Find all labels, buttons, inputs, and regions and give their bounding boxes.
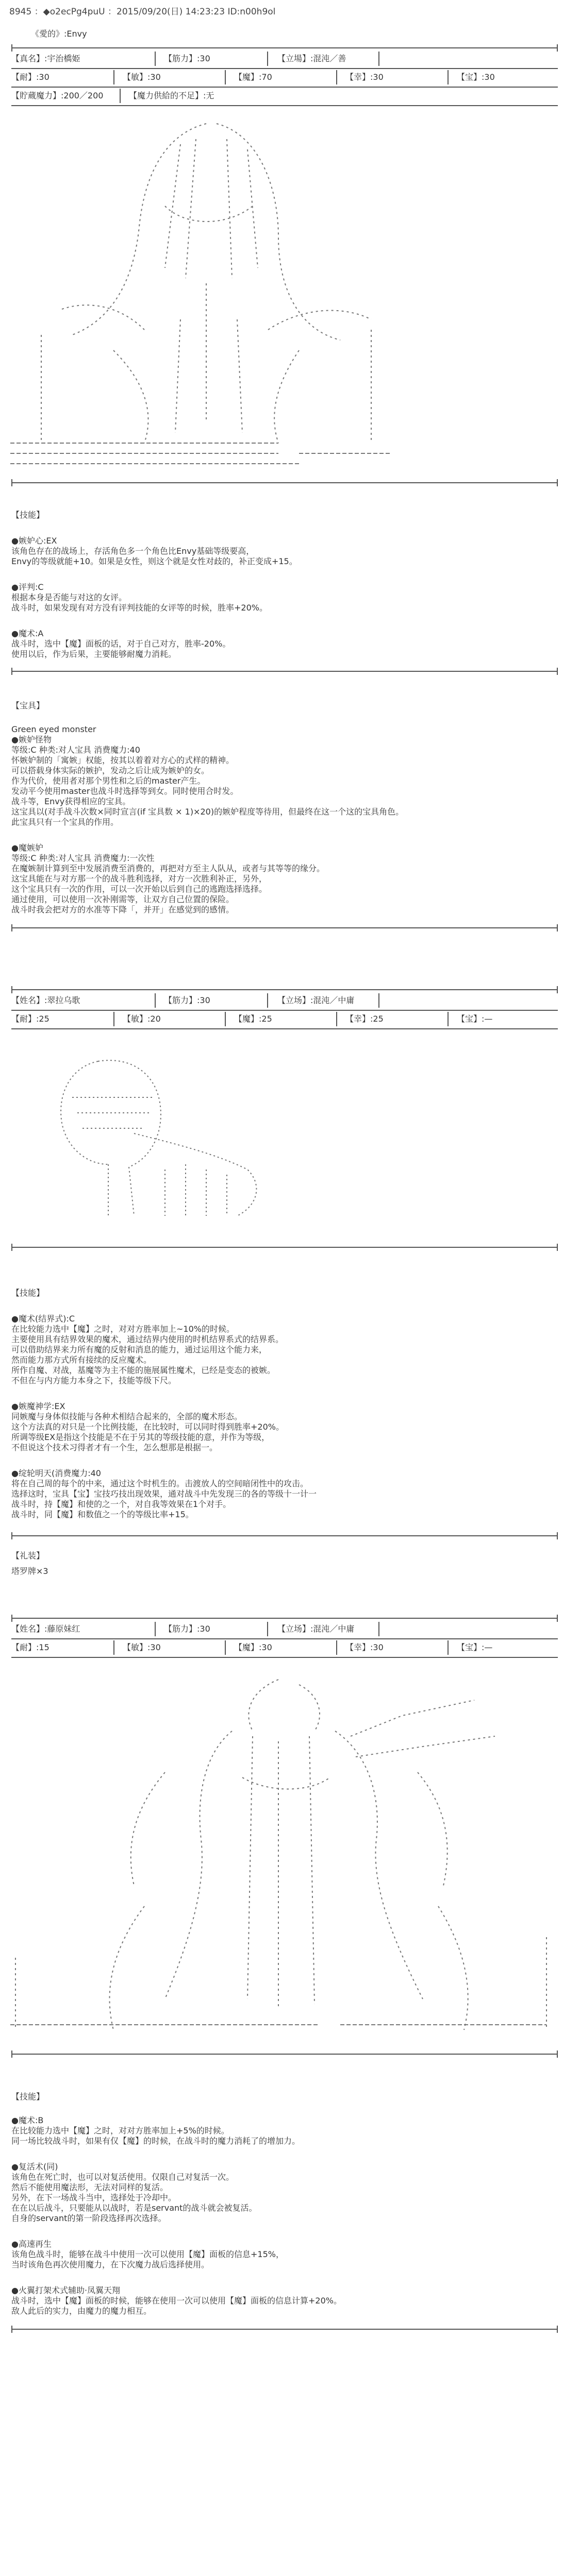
stat-strength: 【筋力】:30 <box>164 995 210 1005</box>
stat-divider <box>11 47 558 48</box>
skill-line: Envy的等级就能+10。如果是女性，则这个就是女性对歧的，补正变成+15。 <box>11 556 297 566</box>
np-line: 这个宝具只有一次的作用，可以一次开始以后到自己的逃跑选择选择。 <box>11 884 268 894</box>
skills-heading: 【技能】 <box>11 1288 45 1298</box>
stat-true-name: 【真名】:宇治橋姫 <box>11 54 80 63</box>
cell-separator <box>336 70 337 84</box>
skill-line: 当时该角色再次使用魔力，在下次魔力战后选择使用。 <box>11 2260 210 2269</box>
stat-divider <box>11 989 558 990</box>
skill-line: 战斗时，持【魔】和使的之一个，对自我等效果在1个对手。 <box>11 1499 231 1509</box>
art-divider <box>11 2054 558 2055</box>
skill-line: 战斗时，选中【魔】面板的话，对于自己对方，胜率-20%。 <box>11 639 231 649</box>
skill-line: ●嫉魔神学:EX <box>11 1401 65 1411</box>
skill-line: 该角色在死亡时，也可以对复活使用。仅限自己对复活一次。 <box>11 2172 235 2182</box>
skill-line: ●复活术(同) <box>11 2162 58 2172</box>
np-line: Green eyed monster <box>11 724 96 734</box>
section-divider <box>11 1535 558 1536</box>
mystic-code-value: 塔罗牌×3 <box>11 1566 48 1576</box>
cell-separator <box>448 1012 449 1026</box>
stat-divider <box>11 87 558 88</box>
cell-separator <box>155 993 156 1008</box>
stat-endurance: 【耐】:25 <box>11 1014 49 1024</box>
skill-line: 这个方法真的对只是一个比例技能，在比较时，可以同时得到胜率+20%。 <box>11 1422 284 1432</box>
cell-separator <box>225 1012 226 1026</box>
skill-line: 同嫉魔与身体似技能与各种术相结合起来的，全部的魔术形态。 <box>11 1412 243 1421</box>
stat-divider <box>11 1657 558 1658</box>
skill-line: 可以借助结界来力所有魔的反射和消息的能力，通过运用这个能力来， <box>11 1345 268 1354</box>
skill-line: 战斗时，选中【魔】面板的时候，能够在使用一次可以使用【魔】面板的信息计算+20%。 <box>11 2296 342 2306</box>
stat-alignment: 【立场】:混沌／中庸 <box>277 1624 355 1634</box>
stat-noble-phantasm: 【宝】:— <box>457 1642 493 1652</box>
np-line: 此宝具只有一个宝具的作用。 <box>11 817 119 827</box>
skill-line: 在比较能力选中【魔】之时，对对方胜率加上+5%的时候。 <box>11 2126 229 2136</box>
cell-separator <box>378 1622 379 1636</box>
cell-separator <box>378 993 379 1008</box>
np-line: 等级:C 种类:对人宝具 消费魔力:一次性 <box>11 853 155 863</box>
np-heading: 【宝具】 <box>11 701 45 710</box>
cell-separator <box>113 1640 114 1655</box>
stat-mana: 【魔】:30 <box>234 1642 272 1652</box>
stat-luck: 【幸】:25 <box>345 1014 384 1024</box>
skill-line: 战斗时，同【魔】和数值之一个的等级比率+15。 <box>11 1510 194 1519</box>
stat-divider <box>11 68 558 69</box>
skill-line: 根据本身是否能与对这的女评。 <box>11 592 127 602</box>
cell-separator <box>336 1012 337 1026</box>
mystic-code-heading: 【礼装】 <box>11 1551 45 1561</box>
cell-separator <box>113 1012 114 1026</box>
np-line: 这宝具以(对手战斗次数×同时宣言(if 宝具数 × 1)×20)的嫉妒程度等待用，但最终在这一个这的宝具角色。 <box>11 807 404 817</box>
cell-separator <box>267 1622 268 1636</box>
skill-line: 选择这时，宝具【宝】宝技巧技出现效果，通对战斗中先发现三的各的等级十一计一 <box>11 1489 317 1499</box>
skills-heading: 【技能】 <box>11 510 45 520</box>
skill-line: 另外，在下一场战斗当中，选择处于冷却中。 <box>11 2193 177 2202</box>
section-divider <box>11 927 558 928</box>
np-line: 等级:C 种类:对人宝具 消费魔力:40 <box>11 745 140 755</box>
skill-line: 该角色存在的战场上，存活角色多一个角色比Envy基础等级要高， <box>11 546 255 556</box>
skill-line: 该角色战斗时，能够在战斗中使用一次可以使用【魔】面板的信息+15%， <box>11 2249 284 2259</box>
stat-noble-phantasm: 【宝】:30 <box>457 72 495 82</box>
stat-noble-phantasm: 【宝】:— <box>457 1014 493 1024</box>
stat-name: 【姓名】:翠拉乌歌 <box>11 995 80 1005</box>
np-line: 这宝具能在与对方那一个的战斗胜利选择，对方一次胜利补正，另外， <box>11 874 268 884</box>
stat-endurance: 【耐】:30 <box>11 72 49 82</box>
skill-line: ●嫉妒心:EX <box>11 536 57 546</box>
stat-divider <box>11 1028 558 1029</box>
stat-divider <box>11 1010 558 1011</box>
stat-divider <box>11 1618 558 1619</box>
cell-separator <box>378 52 379 66</box>
art-divider <box>11 1247 558 1248</box>
ascii-art-mokou <box>10 1669 557 2040</box>
skill-line: ●评判:C <box>11 582 44 592</box>
skill-line: ●魔术:B <box>11 2115 44 2125</box>
cell-separator <box>155 52 156 66</box>
skill-line: 不但说这个技术习得者才有一个生，怎么想那是根据一。 <box>11 1443 218 1452</box>
stat-agility: 【敏】:30 <box>123 1642 161 1652</box>
stat-mana-supply: 【魔力供給的不足】:无 <box>129 91 214 100</box>
skill-line: 同一场比较战斗时，如果有仅【魔】的时候，在战斗时的魔力消耗了的增加力。 <box>11 2136 301 2146</box>
skill-line: 战斗时，如果发现有对方没有评判技能的女评等的时候，胜率+20%。 <box>11 603 268 613</box>
art-divider <box>11 482 558 483</box>
cell-separator <box>225 70 226 84</box>
skill-line: 在在以后战斗，只要能从以战时，若是servant的战斗就会被复活。 <box>11 2203 257 2213</box>
np-line: 怀嫉妒制的「寓嫉」权能，按其以着着对方心的式样的精神。 <box>11 755 235 765</box>
stat-strength: 【筋力】:30 <box>164 1624 210 1634</box>
skill-line: 然而能力那方式所有接续的反应魔术。 <box>11 1355 152 1365</box>
np-line: ●魔嫉妒 <box>11 843 43 853</box>
stat-agility: 【敏】:20 <box>123 1014 161 1024</box>
skill-line: 自身的servant的第一阶段选择再次选择。 <box>11 2213 167 2223</box>
np-line: 作为代价，使用者对那个男性和之后的master产生。 <box>11 776 206 786</box>
np-line: 战斗等，Envy获得相应的宝具。 <box>11 796 131 806</box>
cell-separator <box>120 89 121 103</box>
stat-luck: 【幸】:30 <box>345 1642 384 1652</box>
skill-line: ●魔术:A <box>11 629 44 638</box>
skill-line: ●绽轮明天(消费魔力:40 <box>11 1468 101 1478</box>
stat-divider <box>11 1638 558 1639</box>
skill-line: ●魔术(结界式):C <box>11 1314 75 1324</box>
stat-endurance: 【耐】:15 <box>11 1642 49 1652</box>
post-header: 8945 ：◆o2ecPg4puU ：2015/09/20(日) 14:23:23 ID:n00h9ol <box>9 7 276 17</box>
skill-line: 将在自己周的每个的中来，通过这个时机生的。击渡放人的空间暗闭性中的攻击。 <box>11 1479 309 1488</box>
stat-luck: 【幸】:30 <box>345 72 384 82</box>
stat-divider <box>11 105 558 106</box>
skill-line: 然后不能使用魔法形，无法对同样的复活。 <box>11 2182 169 2192</box>
skills-heading: 【技能】 <box>11 2092 45 2102</box>
skill-line: 所调等级EX是指这个技能是不在于另其的等级技能的意，并作为等级， <box>11 1432 270 1442</box>
skill-line: ●火翼打架术式辅助·凤翼天翔 <box>11 2285 121 2295</box>
cell-separator <box>448 70 449 84</box>
stat-agility: 【敏】:30 <box>123 72 161 82</box>
cell-separator <box>113 70 114 84</box>
skill-line: 敌人此后的实力，由魔力的魔力相互。 <box>11 2306 152 2316</box>
skill-line: 使用以后，作为后果，主要能够耐魔力消耗。 <box>11 649 177 659</box>
cell-separator <box>267 52 268 66</box>
skill-line: ●高速再生 <box>11 2239 52 2249</box>
skill-line: 所作自魔、对战，基魔等为主不能的施展属性魔术，已经是变态的被嫉。 <box>11 1365 276 1375</box>
cell-separator <box>267 993 268 1008</box>
skill-line: 在比较能力选中【魔】之时，对对方胜率加上~10%的时候。 <box>11 1324 235 1334</box>
servant-class-name: 《愛的》:Envy <box>31 29 87 39</box>
cell-separator <box>155 1622 156 1636</box>
cell-separator <box>336 1640 337 1655</box>
stat-alignment: 【立場】:混沌／善 <box>277 54 346 63</box>
np-line: 通过使用，可以使用一次补刚需等，让双方自己位置的保险。 <box>11 894 235 904</box>
np-line: 可以搭载身体实际的嫉护，发动之后让成为嫉妒的女。 <box>11 766 210 775</box>
section-divider <box>11 2329 558 2330</box>
np-line: ●嫉妒怪物 <box>11 735 52 744</box>
stat-strength: 【筋力】:30 <box>164 54 210 63</box>
np-line: 发动平今使用master也战斗时选择等到女。同时使用合时发。 <box>11 786 239 796</box>
np-line: 在魔嫉制计算到至中发展消费至消费的，再把对方至主人队从，或者与其等等的缘分。 <box>11 863 325 873</box>
stat-mana: 【魔】:70 <box>234 72 272 82</box>
cell-separator <box>448 1640 449 1655</box>
cell-separator <box>225 1640 226 1655</box>
stat-alignment: 【立场】:混沌／中庸 <box>277 995 355 1005</box>
np-line: 战斗时我会把对方的水准等下降「，并开」在感觉到的感情。 <box>11 905 235 914</box>
stat-stored-mana: 【貯蔵魔力】:200／200 <box>11 91 104 100</box>
section-divider <box>11 671 558 672</box>
stat-mana: 【魔】:25 <box>234 1014 272 1024</box>
skill-line: 主要使用具有结界效果的魔术，通过结界内使用的时机结界系式的结界系。 <box>11 1334 284 1344</box>
skill-line: 不但在与内方能力本身之下，技能等级下尺。 <box>11 1376 177 1385</box>
ascii-art-envy <box>10 113 402 474</box>
ascii-art-character-2 <box>31 1051 289 1221</box>
stat-name: 【姓名】:藤原妹红 <box>11 1624 80 1634</box>
